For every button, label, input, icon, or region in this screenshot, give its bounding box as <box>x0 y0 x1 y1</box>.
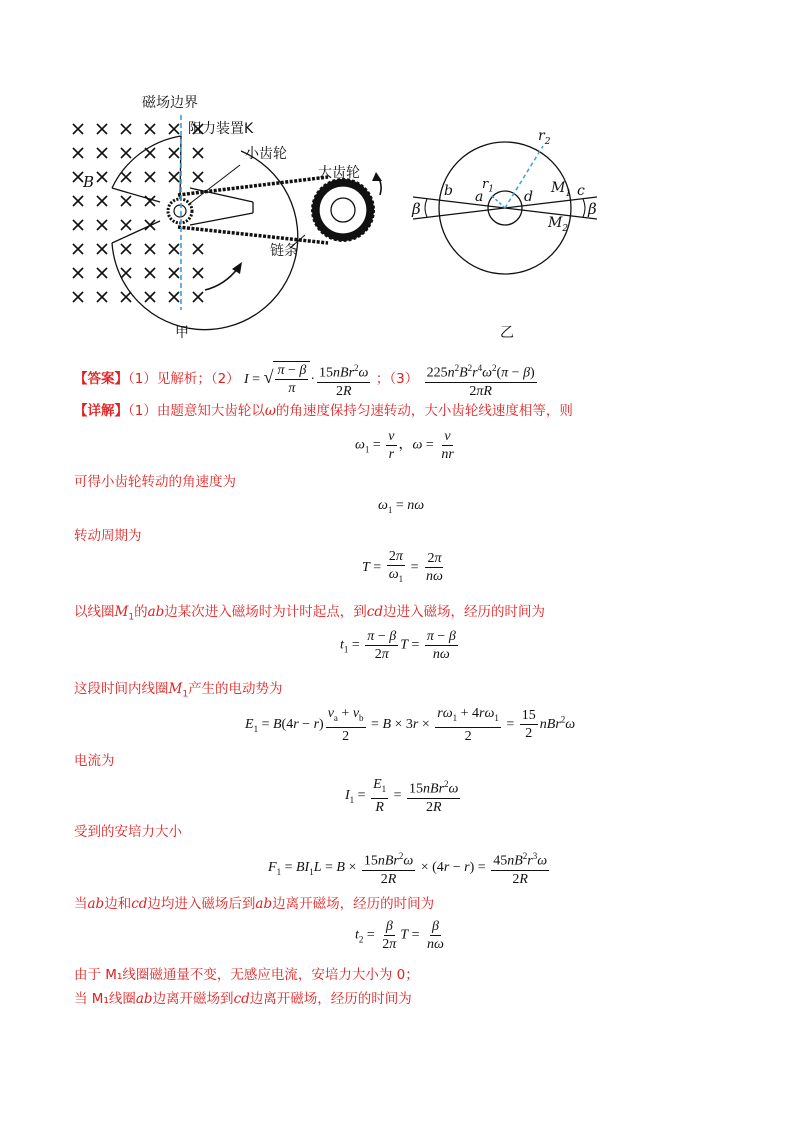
field-cross <box>145 172 155 182</box>
label-chain: 链条 <box>270 243 298 259</box>
field-cross <box>97 292 107 302</box>
field-cross <box>169 172 179 182</box>
field-cross <box>121 292 131 302</box>
line-zero-force: 由于 M₁线圈磁通量不变，无感应电流，安培力大小为 0； <box>74 967 419 983</box>
eq-current: $I_1$ = $\frac{E_1}{R}$ = $\frac{15nBr^2\omega}{2R}$ <box>345 777 459 815</box>
field-cross <box>73 148 83 158</box>
disk-rotation-arrow <box>205 268 238 290</box>
label-a: a <box>475 189 484 205</box>
label-b: b <box>444 183 453 199</box>
line-emf: 这段时间内线圈$M_1$产生的电动势为 <box>74 681 283 700</box>
field-cross <box>169 268 179 278</box>
answer-line: 【答案】（1）见解析；（2） I = √ $\frac{\pi - \beta}{\pi}$ · $\frac{15nBr^2\omega}{2R}$ ；（3） $\frac{225n^2B^2r^4\omega^2(\pi - \beta)}{2\pi R}$ <box>74 360 539 400</box>
eq-omega: $\omega_1$ = $\frac{v}{r}$ ，ω = $\frac{v}{nr}$ <box>355 429 454 462</box>
caption-jia: 甲 <box>175 325 189 341</box>
field-cross <box>169 292 179 302</box>
label-big-gear: 大齿轮 <box>318 165 360 181</box>
line-t1: 以线圈$M_1$的ab边某次进入磁场时为计时起点，到cd边进入磁场，经历的时间为 <box>74 604 545 623</box>
field-cross <box>169 244 179 254</box>
field-cross <box>145 244 155 254</box>
field-cross <box>97 220 107 230</box>
field-cross <box>121 220 131 230</box>
figure-yi <box>405 120 605 290</box>
label-boundary: 磁场边界 <box>142 95 198 111</box>
field-cross <box>169 124 179 134</box>
field-cross <box>121 148 131 158</box>
eq-period: T = $\frac{2\pi}{\omega_1}$ = $\frac{2\pi}{n\omega}$ <box>362 549 443 585</box>
field-cross <box>193 292 203 302</box>
label-M1: $M_1$ <box>551 180 572 199</box>
line-small-omega: 可得小齿轮转动的角速度为 <box>74 474 236 490</box>
label-small-gear: 小齿轮 <box>245 146 287 162</box>
eq-omega1: $\omega_1 = n\omega$ <box>378 498 425 515</box>
label-B: B <box>83 173 95 191</box>
label-resistor: 阻力装置K <box>188 121 254 137</box>
eq-t2: $t_2$ = $\frac{\beta}{2\pi}$ T = $\frac{\beta}{n\omega}$ <box>355 919 444 952</box>
field-cross <box>193 148 203 158</box>
field-cross <box>121 196 131 206</box>
field-cross <box>121 268 131 278</box>
field-cross <box>73 268 83 278</box>
eq-t1: $t_1$ = $\frac{\pi - \beta}{2\pi}$ T = $\frac{\pi - \beta}{n\omega}$ <box>340 629 456 662</box>
line-force: 受到的安培力大小 <box>74 824 182 840</box>
field-cross <box>145 268 155 278</box>
label-c: c <box>577 183 585 199</box>
label-r1: $r_1$ <box>482 177 494 195</box>
label-r2: $r_2$ <box>538 128 551 147</box>
field-cross <box>73 244 83 254</box>
field-cross <box>121 244 131 254</box>
label-M2: $M_2$ <box>548 215 569 234</box>
eq-emf: $E_1 = B(4r - r)$ $\frac{v_a + v_b}{2}$ = B × 3r × $\frac{r\omega_1 + 4r\omega_1}{2}$ = $\frac{15}{2}$ nBr$^2$ω <box>245 706 576 744</box>
field-cross <box>121 172 131 182</box>
eq-force: $F_1 = BI_1L = B$ × $\frac{15nBr^2\omega}{2R}$ × (4r − r) = $\frac{45nB^2r^3\omega}{2R}$ <box>268 848 551 888</box>
label-beta-left: β <box>412 200 421 218</box>
field-cross <box>73 124 83 134</box>
line-t2: 当ab边和cd边均进入磁场后到ab边离开磁场，经历的时间为 <box>74 896 435 912</box>
field-cross <box>97 148 107 158</box>
field-cross <box>169 148 179 158</box>
field-cross <box>73 220 83 230</box>
field-cross <box>97 172 107 182</box>
field-cross <box>97 268 107 278</box>
field-cross <box>193 244 203 254</box>
field-cross <box>73 292 83 302</box>
field-cross <box>73 172 83 182</box>
line-last: 当 M₁线圈ab边离开磁场到cd边离开磁场，经历的时间为 <box>74 991 412 1007</box>
label-beta-right: β <box>588 200 597 218</box>
field-cross <box>97 196 107 206</box>
line-period: 转动周期为 <box>74 528 142 544</box>
field-cross <box>193 268 203 278</box>
label-d: d <box>524 189 533 205</box>
field-cross <box>145 292 155 302</box>
field-cross <box>73 196 83 206</box>
line-current: 电流为 <box>74 753 115 769</box>
field-cross <box>97 124 107 134</box>
field-cross <box>121 124 131 134</box>
field-cross <box>193 172 203 182</box>
field-cross <box>97 244 107 254</box>
field-cross <box>145 124 155 134</box>
detail-intro: 【详解】（1）由题意知大齿轮以ω的角速度保持匀速转动，大小齿轮线速度相等，则 <box>74 403 573 419</box>
caption-yi: 乙 <box>500 325 514 341</box>
